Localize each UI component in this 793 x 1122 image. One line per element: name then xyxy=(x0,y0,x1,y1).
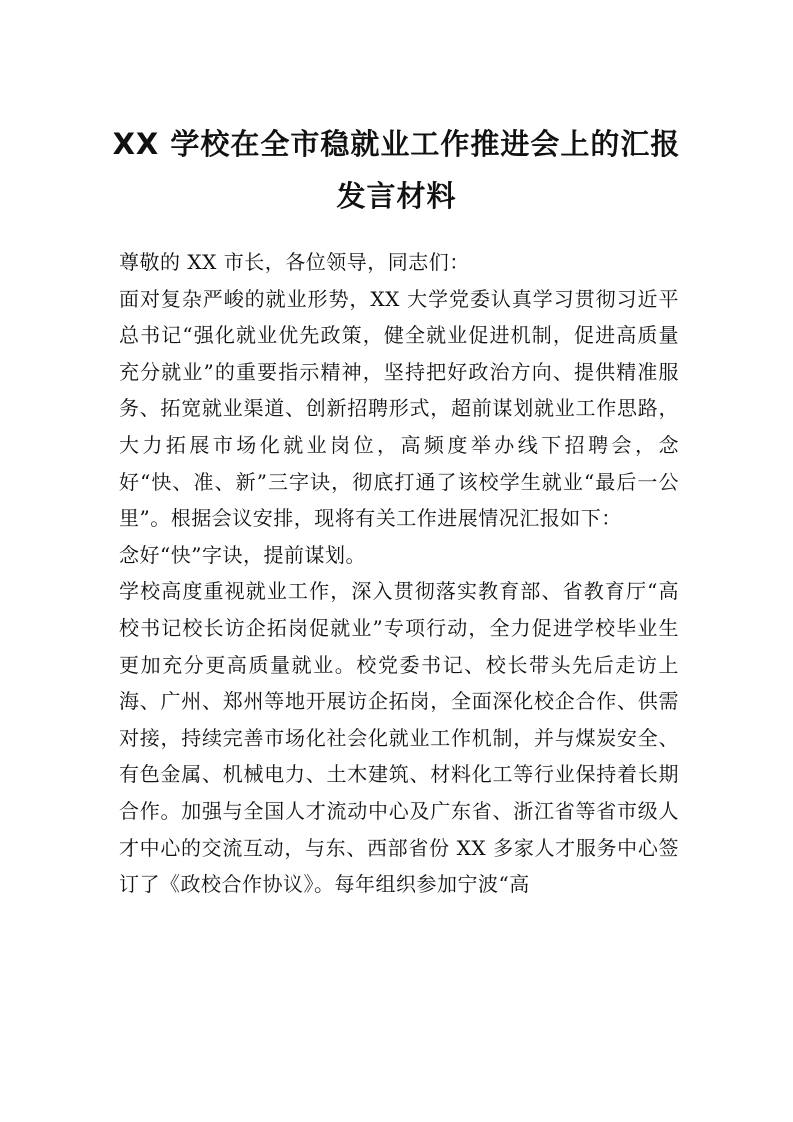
section-heading-kuai: 念好“快”字诀，提前谋划。 xyxy=(119,542,366,567)
salutation: 尊敬的 XX 市长，各位领导，同志们： xyxy=(119,250,470,274)
paragraph-section-1: 学校高度重视就业工作，深入贯彻落实教育部、省教育厅“高校书记校长访企拓岗促就业”专项行动，全力促进学校毕业生更加充分更高质量就业。校党委书记、校长带头先后走访上海、广州、郑州等地开展访企拓岗，全面深化校企合作、供需对接，持续完善市场化社会化就业工作机制，并与煤炭安全、有色金属、机械电力、土木建筑、材料化工等行业保持着长期合作。加强与全国人才流动中心及广东省、浙江省等省市级人才中心的交流互动，与东、西部省份 XX 多家人才服务中心签订了《政校合作协议》。每年组织参加宁波“高 xyxy=(119,579,679,897)
document-title-line-2: 发言材料 xyxy=(336,179,457,213)
document-body xyxy=(119,244,679,903)
paragraph-intro: 面对复杂严峻的就业形势，XX 大学党委认真学习贯彻习近平总书记“强化就业优先政策，健全就业促进机制，促进高质量充分就业”的重要指示精神，坚持把好政治方向、提供精准服务、拓宽就业渠道、创新招聘形式，超前谋划就业工作思路，大力拓展市场化就业岗位，高频度举办线下招聘会，念好“快、准、新”三字诀，彻底打通了该校学生就业“最后一公里”。根据会议安排，现将有关工作进展情况汇报如下： xyxy=(119,286,679,531)
document-title-line-1: XX 学校在全市稳就业工作推进会上的汇报 xyxy=(112,127,681,161)
